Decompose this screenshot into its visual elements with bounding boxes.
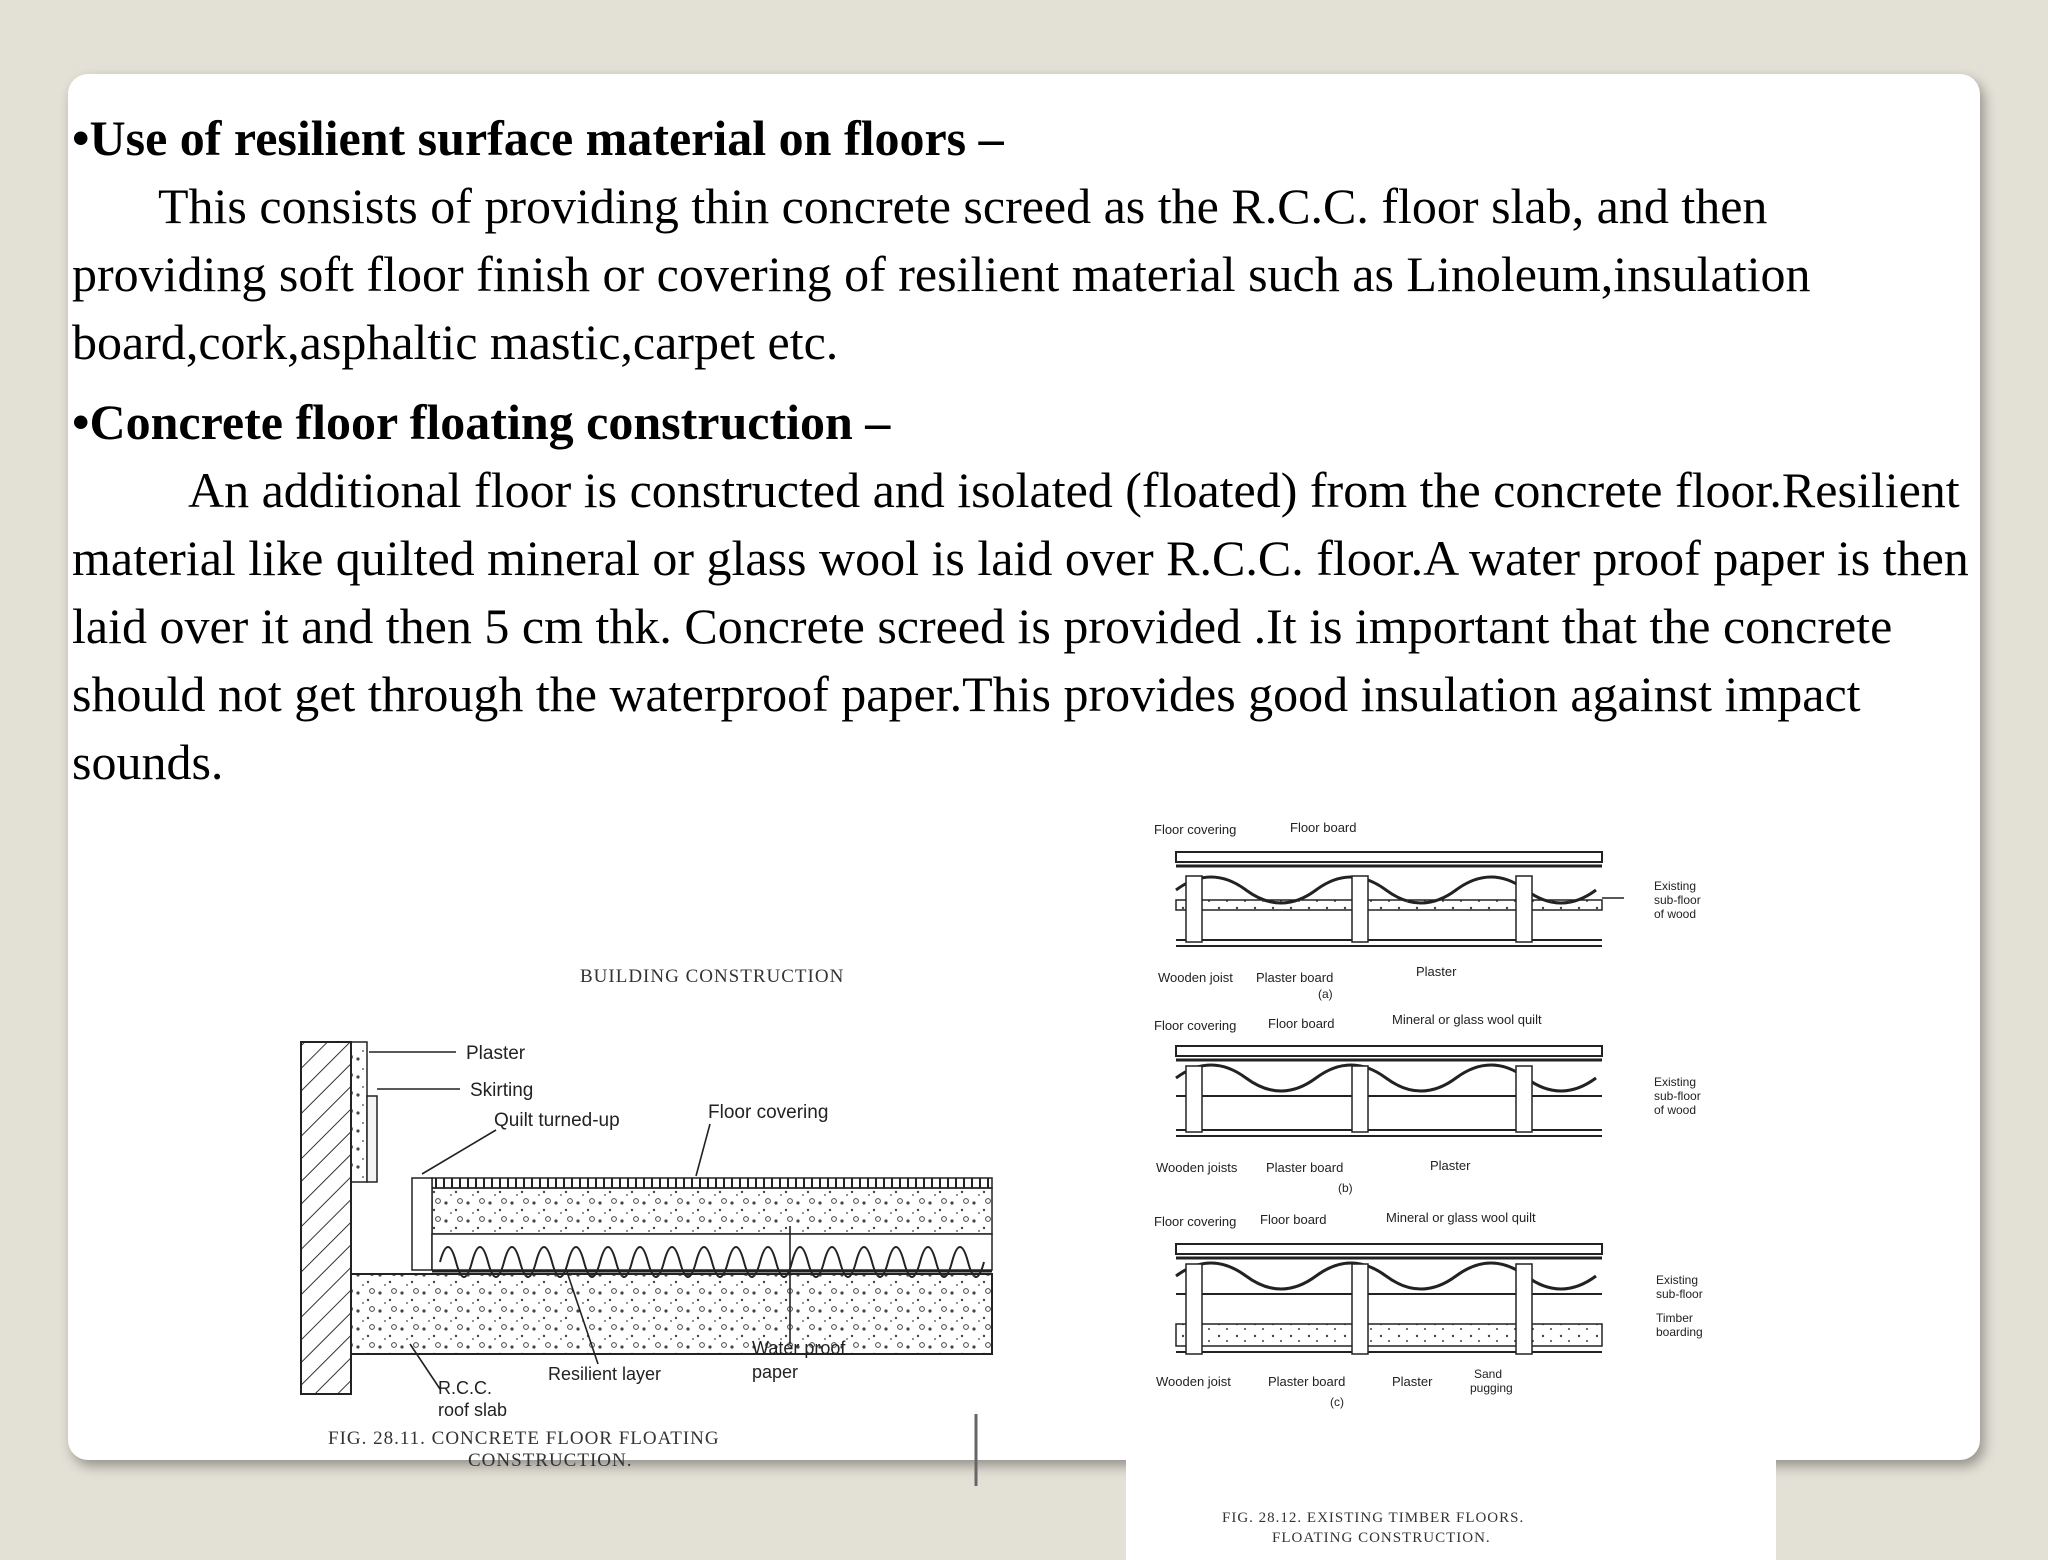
svg-text:Plaster: Plaster bbox=[1392, 1374, 1433, 1389]
svg-text:Floor board: Floor board bbox=[1268, 1016, 1335, 1031]
wall bbox=[301, 1042, 351, 1394]
svg-text:pugging: pugging bbox=[1470, 1381, 1513, 1395]
svg-text:of wood: of wood bbox=[1654, 1103, 1697, 1117]
svg-text:Timber: Timber bbox=[1656, 1311, 1693, 1325]
skirting bbox=[367, 1096, 377, 1182]
rcc-slab bbox=[351, 1274, 992, 1354]
svg-text:Floor covering: Floor covering bbox=[1154, 1018, 1237, 1033]
svg-text:Mineral or glass wool quilt: Mineral or glass wool quilt bbox=[1386, 1210, 1536, 1225]
quilt-turned-up bbox=[412, 1178, 432, 1270]
svg-text:Existing: Existing bbox=[1656, 1273, 1699, 1287]
svg-text:Existing: Existing bbox=[1654, 879, 1697, 893]
svg-text:Mineral or glass wool quilt: Mineral or glass wool quilt bbox=[1392, 1012, 1542, 1027]
svg-text:Plaster board: Plaster board bbox=[1256, 970, 1334, 985]
plaster-strip bbox=[351, 1042, 367, 1182]
figure-left-caption-2: CONSTRUCTION. bbox=[468, 1450, 633, 1471]
svg-text:R.C.C.: R.C.C. bbox=[438, 1378, 492, 1398]
svg-text:Plaster: Plaster bbox=[466, 1043, 526, 1064]
svg-text:Existing: Existing bbox=[1654, 1075, 1697, 1089]
svg-text:Floor covering: Floor covering bbox=[1154, 1214, 1237, 1229]
svg-text:sub-floor: sub-floor bbox=[1654, 893, 1701, 907]
slide bbox=[68, 74, 1980, 1546]
svg-text:(c): (c) bbox=[1330, 1395, 1344, 1409]
svg-text:Plaster: Plaster bbox=[1416, 964, 1457, 979]
svg-text:Plaster: Plaster bbox=[1430, 1158, 1471, 1173]
svg-text:Wooden joist: Wooden joist bbox=[1158, 970, 1233, 985]
svg-text:roof slab: roof slab bbox=[438, 1400, 508, 1420]
svg-text:paper: paper bbox=[752, 1362, 799, 1382]
figure-left-header: BUILDING CONSTRUCTION bbox=[580, 966, 845, 987]
floor-covering bbox=[432, 1178, 992, 1188]
figure-left-caption-1: FIG. 28.11. CONCRETE FLOOR FLOATING bbox=[328, 1428, 720, 1449]
svg-text:Plaster board: Plaster board bbox=[1266, 1160, 1344, 1175]
svg-text:(b): (b) bbox=[1338, 1181, 1353, 1195]
svg-text:Quilt turned-up: Quilt turned-up bbox=[494, 1110, 620, 1131]
svg-text:Water proof: Water proof bbox=[752, 1338, 846, 1358]
svg-text:Sand: Sand bbox=[1474, 1367, 1503, 1381]
svg-text:sub-floor: sub-floor bbox=[1656, 1287, 1703, 1301]
svg-text:of wood: of wood bbox=[1654, 907, 1697, 921]
svg-text:Floor covering: Floor covering bbox=[708, 1102, 829, 1123]
figure-concrete-floor-floating bbox=[178, 874, 1008, 1504]
svg-text:sub-floor: sub-floor bbox=[1654, 1089, 1701, 1103]
svg-text:Floor board: Floor board bbox=[1260, 1212, 1327, 1227]
svg-text:(a): (a) bbox=[1318, 987, 1333, 1001]
figure-timber-floors-floating bbox=[1126, 820, 1776, 1560]
section-heading-floating: •Concrete floor floating construction – bbox=[72, 394, 891, 450]
section-heading-resilient: •Use of resilient surface material on floors – bbox=[72, 110, 1004, 166]
svg-text:Plaster board: Plaster board bbox=[1268, 1374, 1346, 1389]
text-block bbox=[72, 104, 1972, 796]
svg-text:Wooden joist: Wooden joist bbox=[1156, 1374, 1231, 1389]
svg-text:Floor covering: Floor covering bbox=[1154, 822, 1237, 837]
section-body-resilient: This consists of providing thin concrete screed as the R.C.C. floor slab, and then providing soft floor finish or covering of resilient material such as Linoleum,insulation board,cork,asphaltic mastic,carpet etc. bbox=[72, 178, 1811, 370]
svg-text:Resilient layer: Resilient layer bbox=[548, 1364, 662, 1384]
panel-a bbox=[1154, 820, 1701, 1001]
svg-text:Floor board: Floor board bbox=[1290, 820, 1357, 835]
figure-right-caption-1: FIG. 28.12. EXISTING TIMBER FLOORS. bbox=[1222, 1510, 1525, 1526]
figure-right-caption-2: FLOATING CONSTRUCTION. bbox=[1272, 1530, 1491, 1546]
svg-text:Wooden joists: Wooden joists bbox=[1156, 1160, 1238, 1175]
section-body-floating: An additional floor is constructed and isolated (floated) from the concrete floor.Resilient material like quilted mineral or glass wool is laid over R.C.C. floor.A water proof paper is then laid over it and then 5 cm thk. Concrete screed is provided .It is important that the concrete should not get through the waterproof paper.This provides good insulation against impact sounds. bbox=[72, 462, 1969, 790]
panel-b bbox=[1154, 1012, 1701, 1195]
panel-c bbox=[1154, 1210, 1703, 1409]
concrete-screed bbox=[432, 1188, 992, 1234]
svg-text:Skirting: Skirting bbox=[470, 1080, 534, 1101]
svg-text:boarding: boarding bbox=[1656, 1325, 1703, 1339]
